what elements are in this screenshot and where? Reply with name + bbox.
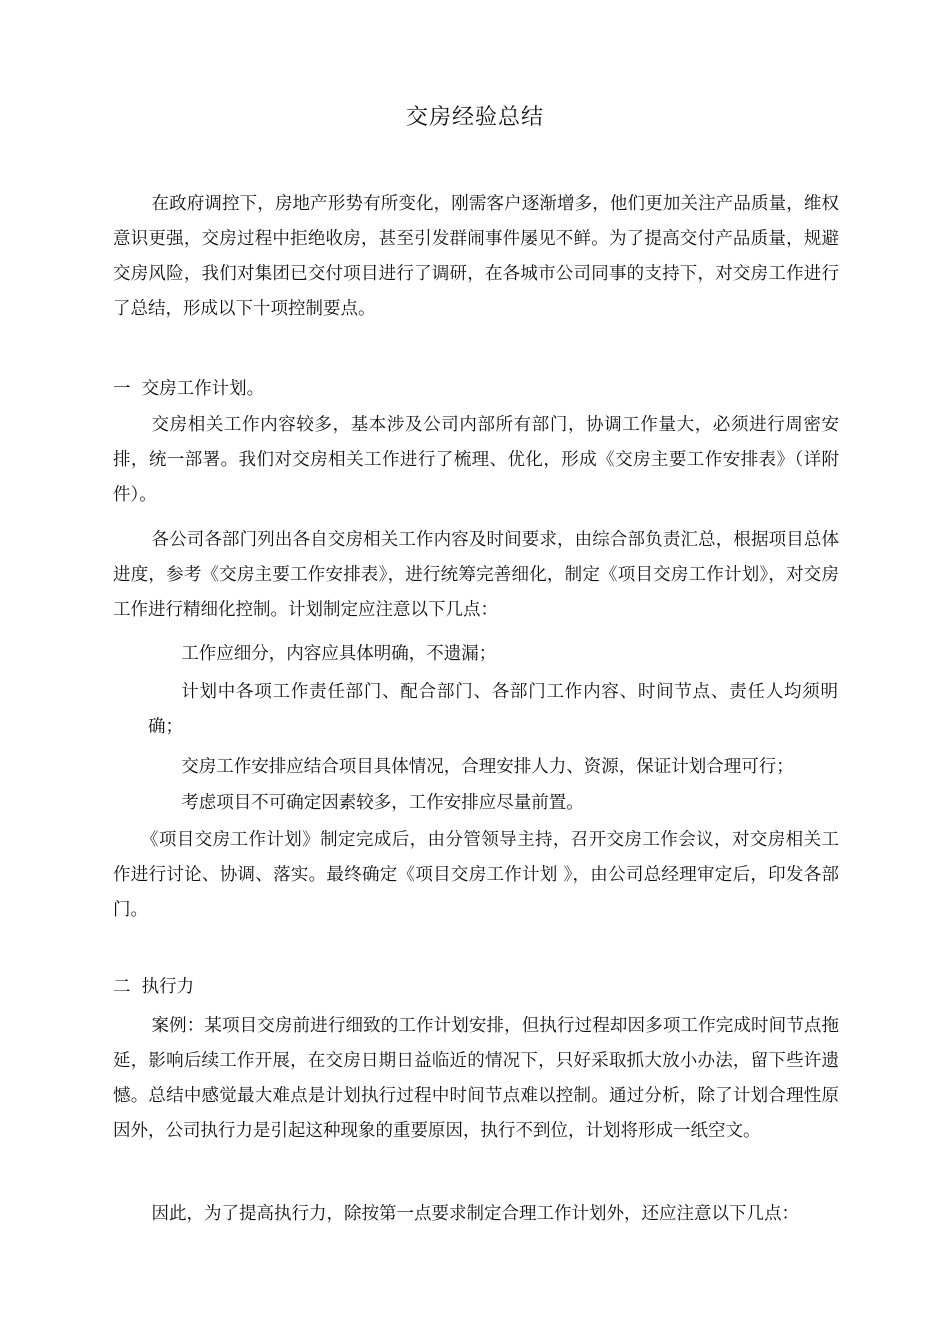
section-1-paragraph-2: 各公司各部门列出各自交房相关工作内容及时间要求，由综合部负责汇总，根据项目总体进度，参考《交房主要工作安排表》，进行统筹完善细化，制定《项目交房工作计划》，对交房工作进行精细化控制。计划制定应注意以下几点：	[113, 530, 839, 620]
section-2-paragraph-2: 因此，为了提高执行力，除按第一点要求制定合理工作计划外，还应注意以下几点：	[151, 1204, 799, 1224]
section-2-heading: 二 执行力	[113, 977, 195, 997]
document-title: 交房经验总结	[405, 105, 544, 130]
section-1-paragraph-1: 交房相关工作内容较多，基本涉及公司内部所有部门，协调工作量大，必须进行周密安排，统一部署。我们对交房相关工作进行了梳理、优化，形成《交房主要工作安排表》（详附件）。	[113, 415, 839, 505]
section-1-point-3: 交房工作安排应结合项目具体情况，合理安排人力、资源，保证计划合理可行；	[181, 757, 794, 777]
section-1-heading: 一 交房工作计划。	[113, 379, 265, 399]
section-1-point-1: 工作应细分，内容应具体明确，不遗漏；	[181, 644, 497, 664]
section-1-point-2: 计划中各项工作责任部门、配合部门、各部门工作内容、时间节点、责任人均须明确；	[148, 682, 838, 737]
section-1-point-4: 考虑项目不可确定因素较多，工作安排应尽量前置。	[181, 793, 584, 813]
section-1-paragraph-3: 《项目交房工作计划》制定完成后，由分管领导主持，召开交房工作会议，对交房相关工作进行讨论、协调、落实。最终确定《项目交房工作计划 》，由公司总经理审定后，印发各部门。	[113, 830, 839, 920]
intro-paragraph: 在政府调控下，房地产形势有所变化，刚需客户逐渐增多，他们更加关注产品质量，维权意识更强，交房过程中拒绝收房，甚至引发群闹事件屡见不鲜。为了提高交付产品质量，规避交房风险，我们对集团已交付项目进行了调研，在各城市公司同事的支持下，对交房工作进行了总结，形成以下十项控制要点。	[113, 194, 839, 319]
section-2-paragraph-1: 案例：某项目交房前进行细致的工作计划安排，但执行过程却因多项工作完成时间节点拖延，影响后续工作开展，在交房日期日益临近的情况下，只好采取抓大放小办法，留下些许遗憾。总结中感觉最大难点是计划执行过程中时间节点难以控制。通过分析，除了计划合理性原因外，公司执行力是引起这种现象的重要原因，执行不到位，计划将形成一纸空文。	[113, 1016, 839, 1141]
